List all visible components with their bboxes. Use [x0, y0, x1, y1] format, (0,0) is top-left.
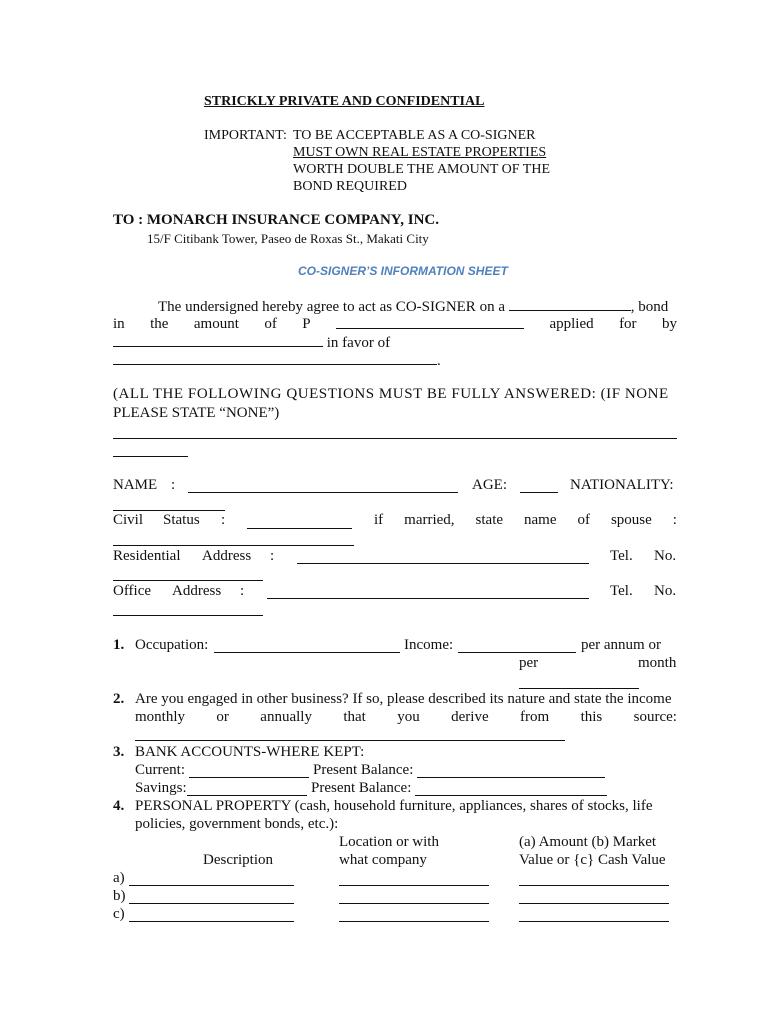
bond-suffix: , bond [630, 299, 669, 315]
name-field[interactable] [188, 492, 458, 493]
office-tel-field[interactable] [113, 615, 263, 616]
col-amount-line-1: (a) Amount (b) Market [519, 834, 657, 850]
age-label: AGE: [472, 477, 507, 493]
word-married: married, [404, 512, 455, 528]
word-the: the [150, 316, 169, 332]
instructions-text-1: (ALL THE FOLLOWING QUESTIONS MUST BE FULLY ANSWERED: (IF NONE [113, 386, 669, 402]
office-word-2: Address [172, 583, 222, 599]
col-description: Description [203, 852, 273, 868]
applicant-field[interactable] [113, 334, 323, 347]
age-field[interactable] [520, 492, 558, 493]
important-label: IMPORTANT: [204, 128, 287, 143]
word-amount: amount [193, 316, 239, 332]
word-this: this [580, 709, 603, 725]
word-p: P [302, 316, 311, 332]
row-label-a: a) [113, 870, 125, 886]
row-c-value-field[interactable] [519, 921, 669, 922]
important-line-2: MUST OWN REAL ESTATE PROPERTIES [293, 145, 547, 160]
word-source: source: [633, 709, 677, 725]
civil-word-2: Status [163, 512, 200, 528]
occupation-field[interactable] [214, 652, 400, 653]
per-text: per [519, 655, 539, 671]
q2-line-2 [135, 709, 677, 726]
residential-word-2: Address [202, 548, 252, 564]
instructions-text-2: PLEASE STATE “NONE”) [113, 405, 280, 421]
residential-tel-field[interactable] [113, 580, 263, 581]
spouse-name-field[interactable] [113, 545, 354, 546]
current-account-field[interactable] [189, 777, 309, 778]
row-a-value-field[interactable] [519, 885, 669, 886]
col-location-line-2: what company [339, 852, 427, 868]
amount-field[interactable] [336, 316, 524, 329]
word-if: if [374, 512, 384, 528]
row-b-location-field[interactable] [339, 903, 489, 904]
agreement-line-2 [113, 316, 677, 333]
savings-balance-label: Present Balance: [311, 780, 412, 796]
current-balance-field[interactable] [417, 777, 605, 778]
office-colon: : [240, 583, 245, 599]
q2-line-1: Are you engaged in other business? If so, please described its nature and state the income [135, 691, 672, 707]
name-label: NAME [113, 477, 158, 493]
word-in: in [113, 316, 125, 332]
important-line-3: WORTH DOUBLE THE AMOUNT OF THE [293, 162, 550, 177]
agreement-line-3 [113, 334, 390, 352]
word-of: of [577, 512, 590, 528]
agreement-line-1 [158, 298, 668, 316]
word-from: from [520, 709, 550, 725]
row-b-description-field[interactable] [129, 903, 294, 904]
word-for: for [619, 316, 637, 332]
important-line-4: BOND REQUIRED [293, 179, 407, 194]
savings-label: Savings: [135, 780, 187, 796]
per-annum-text: per annum or [581, 637, 661, 653]
month-text: month [638, 655, 677, 671]
occupation-label: Occupation: [135, 637, 209, 653]
q1-number: 1. [113, 637, 125, 653]
office-no-label: No. [654, 583, 677, 599]
residential-address-field[interactable] [297, 563, 589, 564]
residential-tel-label: Tel. [610, 548, 633, 564]
monthly-income-field[interactable] [519, 688, 639, 689]
residential-colon: : [270, 548, 275, 564]
instructions-answer-line-1[interactable] [113, 438, 677, 439]
residential-word-1: Residential [113, 548, 181, 564]
name-colon: : [171, 477, 176, 493]
important-line-1: TO BE ACCEPTABLE AS A CO-SIGNER [293, 128, 536, 143]
word-by: by [662, 316, 677, 332]
row-c-location-field[interactable] [339, 921, 489, 922]
col-location-line-1: Location or with [339, 834, 439, 850]
col-amount-line-2: Value or {c} Cash Value [519, 852, 666, 868]
q4-line-2: policies, government bonds, etc.): [135, 816, 339, 832]
word-name: name [524, 512, 557, 528]
word-derive: derive [451, 709, 489, 725]
civil-status-field[interactable] [247, 528, 352, 529]
word-you: you [397, 709, 420, 725]
row-a-location-field[interactable] [339, 885, 489, 886]
word-monthly: monthly [135, 709, 186, 725]
word-or: or [216, 709, 229, 725]
savings-balance-field[interactable] [415, 795, 607, 796]
nationality-label: NATIONALITY: [570, 477, 674, 493]
civil-word-1: Civil [113, 512, 144, 528]
row-b-value-field[interactable] [519, 903, 669, 904]
q3-number: 3. [113, 744, 125, 760]
savings-account-field[interactable] [187, 795, 307, 796]
office-address-field[interactable] [267, 598, 589, 599]
bond-type-field[interactable] [509, 298, 631, 311]
q4-line-1: PERSONAL PROPERTY (cash, household furniture, appliances, shares of stocks, life [135, 798, 653, 814]
business-answer-field[interactable] [135, 740, 565, 741]
row-a-description-field[interactable] [129, 885, 294, 886]
agreement-line-4 [113, 352, 441, 370]
favor-of-field[interactable] [113, 352, 437, 365]
bank-accounts-title: BANK ACCOUNTS-WHERE KEPT: [135, 744, 365, 760]
instructions-line-1 [113, 386, 677, 403]
spouse-prompt [374, 512, 677, 529]
period: . [437, 353, 441, 369]
recipient-line: TO : MONARCH INSURANCE COMPANY, INC. [113, 212, 439, 228]
nationality-field[interactable] [113, 510, 225, 511]
q4-number: 4. [113, 798, 125, 814]
office-word-1: Office [113, 583, 152, 599]
row-label-b: b) [113, 888, 126, 904]
income-label: Income: [404, 637, 454, 653]
current-label: Current: [135, 762, 185, 778]
income-field[interactable] [458, 652, 576, 653]
instructions-answer-line-2[interactable] [113, 456, 188, 457]
word-that: that [343, 709, 366, 725]
word-annually: annually [260, 709, 312, 725]
residential-no-label: No. [654, 548, 677, 564]
row-c-description-field[interactable] [129, 921, 294, 922]
office-tel-label: Tel. [610, 583, 633, 599]
agreement-text: The undersigned hereby agree to act as CO-SIGNER on a [158, 299, 505, 315]
word-spouse: spouse [610, 512, 652, 528]
in-favor-of-text: in favor of [326, 335, 391, 351]
document-title: STRICKLY PRIVATE AND CONFIDENTIAL [204, 94, 485, 109]
sheet-title: CO-SIGNER’S INFORMATION SHEET [298, 264, 508, 278]
word-of: of [264, 316, 277, 332]
q2-number: 2. [113, 691, 125, 707]
word-applied: applied [549, 316, 594, 332]
recipient-address: 15/F Citibank Tower, Paseo de Roxas St., Makati City [147, 231, 429, 246]
word-state: state [475, 512, 504, 528]
spouse-colon: : [672, 512, 677, 528]
civil-colon: : [221, 512, 226, 528]
row-label-c: c) [113, 906, 125, 922]
current-balance-label: Present Balance: [313, 762, 414, 778]
